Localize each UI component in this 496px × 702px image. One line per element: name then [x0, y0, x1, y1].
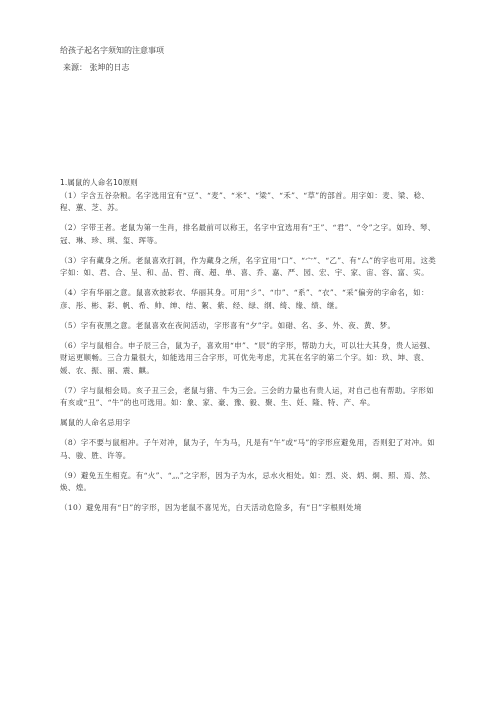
paragraph: （4）字有华丽之意。鼠喜欢披彩衣、华丽其身。可用“彡”、“巾”、“系”、“衣”、“采”偏旁的字命名，如：彦、彤、彬、彩、帆、希、帅、绅、结、絮、紫、经、绿、纲、绮、缘、绩、继。 [60, 288, 429, 310]
paragraph: （5）字有夜黑之意。老鼠喜欢在夜间活动，字形喜有“夕”字。如碏、名、多、外、夜、黄、梦。 [60, 320, 396, 330]
paragraph: （2）字带王者。老鼠为第一生肖，排名最前可以称王，名字中宜选用有“王”、“君”、“令”之字。如玲、琴、冠、琳、珍、琪、玺、珲等。 [60, 223, 436, 245]
paragraph: （3）字有藏身之所。老鼠喜欢打洞，作为藏身之所，名字宜用“口”、“宀”、“乙”、有“厶”的字也可用。这类字如：如、君、合、呈、和、品、哲、商、超、单、喜、乔、嘉、严、园、宏、宇、家、宙、容、富、实。 [60, 255, 437, 277]
document-title: 给孩子起名字须知的注意事项 [60, 46, 164, 55]
document-source: 来源： 张坤的日志 [63, 63, 130, 72]
paragraph: （1）字含五谷杂粮。名字选用宜有“豆”、“麦”、“米”、“梁”、“禾”、“草”的部首。用字如：麦、梁、稔、程、蕙、芝、苏。 [60, 190, 430, 212]
paragraph: （7）字与鼠相会局。亥子丑三会，老鼠与猪、牛为三会。三会的力量也有贵人运，对自己也有帮助。字形如有亥或“丑”、“牛”的也可选用。如：象、家、豪、豫、毅、聚、生、妊、隆、特、产、牟。 [60, 385, 435, 407]
subheading: 属鼠的人命名忌用字 [60, 418, 131, 427]
paragraph: （9）避免五生相克。有“火”、“灬”之字形，因为子为水，忌水火相处。如：烈、炎、炳、炯、照、焉、然、焕、煌。 [60, 470, 436, 492]
document-body [60, 177, 440, 522]
paragraph: （10）避免用有“日”的字形，因为老鼠不喜见光，白天活动危险多，有“日”字根则处境 [60, 503, 362, 512]
paragraph: （6）字与鼠相合。申子辰三合，鼠为子，喜欢用“申”、“辰”的字形，帮助力大，可以壮大其身，贵人运强、财运更顺畅。三合力量很大，如能选用三合字形，可优先考虑，尤其在名字的第二个字。如：玖、坤、袁、媛、农、振、丽、震、麒。 [60, 340, 436, 375]
paragraph: （8）字不要与鼠相冲。子午对冲，鼠为子，午为马，凡是有“午”或“马”的字形应避免用，否则犯了对冲。如马、骏、胜、许等。 [60, 438, 436, 460]
section-heading: 1.属鼠的人命名10原则 [60, 178, 138, 187]
